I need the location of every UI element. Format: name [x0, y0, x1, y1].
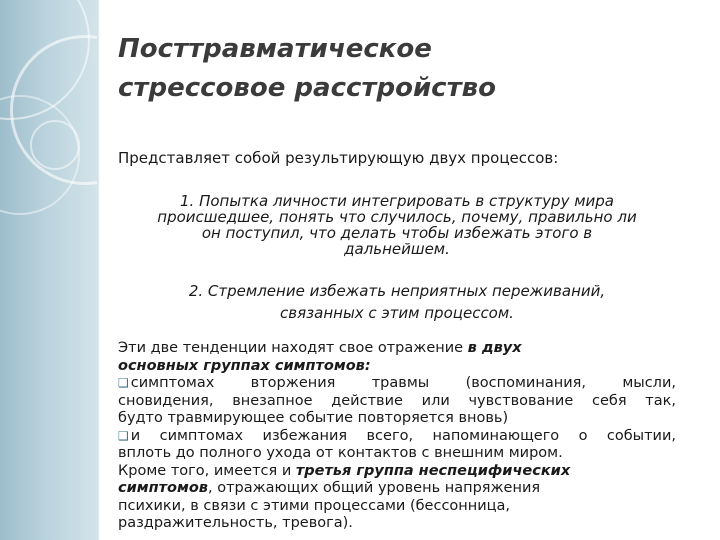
title-line-2: стрессовое расстройство [118, 73, 496, 103]
decorative-side-panel [0, 0, 97, 540]
symptoms-lead-line [118, 340, 676, 358]
bullet-1-text: симптомах вторжения травмы (воспоминания, мысли, [130, 375, 676, 391]
bullet-2-line [118, 428, 676, 446]
process-item-1 [118, 193, 676, 257]
process-item-1-line: происшедшее, понять что случилось, почему, правильно ли [157, 208, 637, 226]
bullet-1-line: будто травмирующее событие повторяется вновь) [118, 410, 509, 426]
third-group-emphasis: третья группа неспецифических [295, 462, 571, 479]
symptoms-lead-emphasis-2: основных группах симптомов: [118, 357, 371, 374]
process-item-2 [118, 280, 676, 324]
title-line-1: Посттравматическое [118, 34, 432, 64]
intro-text: Представляет собой результирующую двух процессов: [118, 149, 559, 167]
bullet-2-line: вплоть до полного ухода от контактов с внешним миром. [118, 445, 563, 461]
bullet-2-text: и симптомах избежания всего, напоминающего о событии, [130, 427, 676, 444]
process-item-2-line: связанных с этим процессом. [280, 304, 514, 322]
square-bullet-icon: ❑ [118, 428, 129, 443]
symptoms-lead-text: Эти две тенденции находят свое отражение [118, 340, 468, 356]
symptoms-body [118, 340, 676, 533]
square-bullet-icon: ❑ [118, 376, 129, 390]
bullet-1-line [118, 375, 676, 393]
decorative-ring [30, 120, 80, 170]
third-group-emphasis-2: симптомов [118, 480, 208, 496]
process-item-2-line: 2. Стремление избежать неприятных переживаний, [188, 282, 606, 300]
slide-title [118, 30, 698, 108]
process-item-1-line: он поступил, что делать чтобы избежать этого в [201, 224, 593, 242]
side-panel-edge [97, 0, 100, 540]
third-group-post: , отражающих общий уровень напряжения [207, 480, 541, 496]
third-group-line [118, 463, 676, 481]
process-item-1-line: дальнейшем. [344, 240, 450, 258]
symptoms-lead-emphasis: в двух [467, 340, 522, 356]
third-group-line [118, 480, 676, 498]
third-group-pre: Кроме того, имеется и [118, 462, 296, 479]
third-group-line: психики, в связи с этими процессами (бессонница, [118, 497, 511, 514]
bullet-1-line: сновидения, внезапное действие или чувствование себя так, [118, 392, 676, 409]
third-group-line: раздражительность, тревога). [118, 515, 353, 531]
process-item-1-line: 1. Попытка личности интегрировать в структуру мира [180, 192, 614, 210]
